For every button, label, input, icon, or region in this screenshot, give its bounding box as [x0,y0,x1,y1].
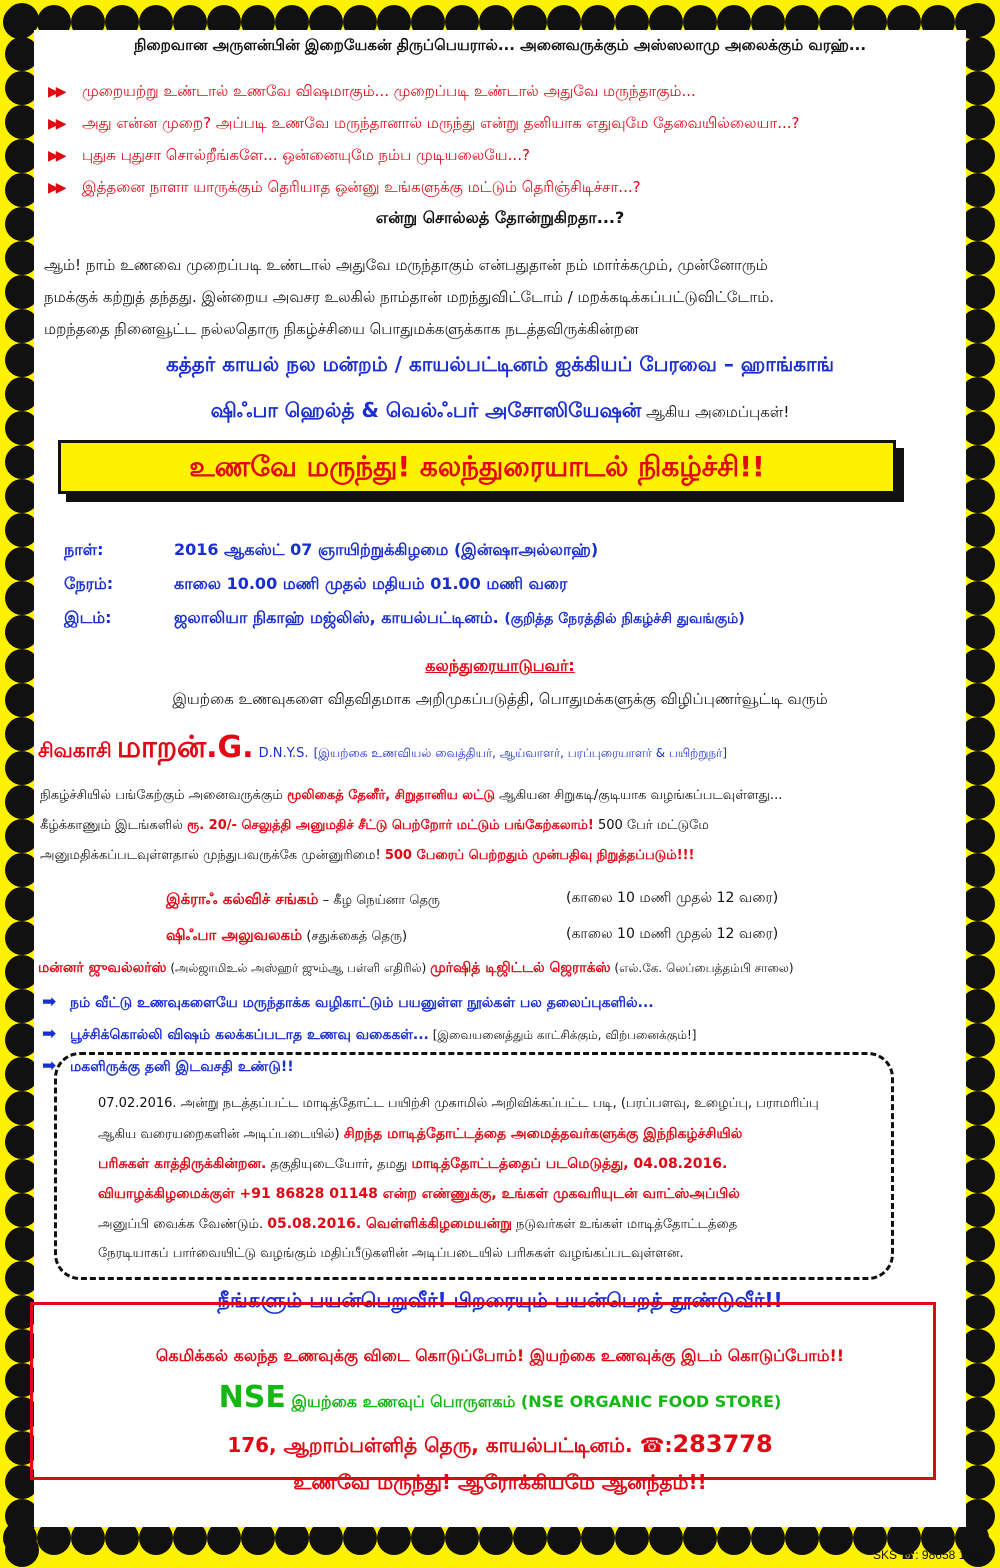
contest-line-4: வியாழக்கிழமைக்குள் +91 86828 01148 என்ற எண்ணுக்கு, உங்கள் முகவரியுடன் வாட்ஸ்அப்பில் [98,1186,740,1202]
question-2: ▶▶ அது என்ன முறை? அப்படி உணவே மருந்தானால் மருந்து என்று தனியாக எதுவுமே தேவையில்லையா...? [48,114,800,132]
outlet-2: ஷிஃபா அலுவலகம் (சதுக்கைத் தெரு) (காலை 10 மணி முதல் 12 வரை) [166,926,779,944]
store-name-line: NSE இயற்கை உணவுப் பொருளகம் (NSE ORGANIC FOOD STORE) [218,1380,782,1415]
question-3: ▶▶ புதுசு புதுசா சொல்றீங்களே... ஒன்னையுமே நம்ப முடியலையே...? [48,146,530,164]
speaker-name-line: சிவகாசி மாறன்.G. D.N.Y.S. [இயற்கை உணவியல் வைத்தியர், ஆய்வாளர், பரப்புரையாளர் & பயிற்றுநர்] [38,730,728,765]
store-tagline: கெமிக்கல் கலந்த உணவுக்கு விடை கொடுப்போம்! இயற்கை உணவுக்கு இடம் கொடுப்போம்!! [155,1346,845,1365]
question-1: ▶▶ முறையற்று உண்டால் உணவே விஷமாகும்... முறைப்படி உண்டால் அதுவே மருந்தாகும்... [48,82,696,100]
feature-1: ➡ நம் வீட்டு உணவுகளையே மருந்தாக்க வழிகாட்டும் பயனுள்ள நூல்கள் பல தலைப்புகளில்... [42,992,654,1012]
contest-line-6: நேரடியாகப் பார்வையிட்டு வழங்கும் மதிப்பீடுகளின் அடிப்படையில் பரிசுகள் வழங்கப்படவுள்ளன. [98,1246,684,1261]
participation-line-3: அனுமதிக்கப்படவுள்ளதால் முந்துபவருக்கே முன்னுரிமை! 500 பேரைப் பெற்றதும் முன்பதிவு நிறுத்தப்படும்!!! [40,848,695,863]
feature-2: ➡ பூச்சிக்கொல்லி விஷம் கலக்கப்படாத உணவு வகைகள்... [இவையனைத்தும் காட்சிக்கும், விற்பனைக்கும்!] [42,1024,697,1044]
double-arrow-icon: ▶▶ [48,116,64,132]
question-4: ▶▶ இத்தனை நாளா யாருக்கும் தெரியாத ஒன்னு உங்களுக்கு மட்டும் தெரிஞ்சிடிச்சா...? [48,178,641,196]
event-banner: உணவே மருந்து! கலந்துரையாடல் நிகழ்ச்சி!! [58,440,896,494]
outlet-3: மன்னர் ஜுவல்லர்ஸ் (அல்ஜாமிஉல் அஸ்ஹர் ஜும்ஆ பள்ளி எதிரில்) முர்ஷித் டிஜிட்டல் ஜெராக்ஸ் (எல்.கே. லெப்பைத்தம்பி சாலை) [38,960,794,976]
contest-line-5: அனுப்பி வைக்க வேண்டும். 05.08.2016. வெள்ளிக்கிழமையன்று நடுவர்கள் உங்கள் மாடித்தோட்டத்தை [98,1216,738,1232]
participation-line-2: கீழ்க்காணும் இடங்களில் ரூ. 20/- செலுத்தி அனுமதிச் சீட்டு பெற்றோர் மட்டும் பங்கேற்கலாம்! 500 பேர் மட்டுமே [40,818,709,833]
outlet-1: இக்ராஃ கல்விச் சங்கம் – கீழ நெய்னா தெரு (காலை 10 மணி முதல் 12 வரை) [166,890,779,908]
organizers-line-1: கத்தர் காயல் நல மன்றம் / காயல்பட்டினம் ஐக்கியப் பேரவை – ஹாங்காங் [165,352,835,376]
organizers-line-2: ஷிஃபா ஹெல்த் & வெல்ஃபர் அசோஸியேஷன் ஆகிய அமைப்புகள்! [210,398,790,422]
question-tail: என்று சொல்லத் தோன்றுகிறதா...? [375,208,625,227]
speaker-heading: கலந்துரையாடுபவர்: [425,656,575,675]
intro-line-3: மறந்ததை நினைவூட்ட நல்லதொரு நிகழ்ச்சியை பொதுமக்களுக்காக நடத்தவிருக்கின்றன [44,320,639,338]
footer-credit: SKS ☎: 98658 19541 [872,1548,992,1562]
arrow-right-icon: ➡ [42,1024,57,1044]
contest-line-1: 07.02.2016. அன்று நடத்தப்பட்ட மாடித்தோட்ட பயிற்சி முகாமில் அறிவிக்கப்பட்ட படி, (பரப்பளவு, உழைப்பு, பராமரிப்பு [98,1096,819,1111]
double-arrow-icon: ▶▶ [48,148,64,164]
event-date: நாள்: 2016 ஆகஸ்ட் 07 ஞாயிற்றுக்கிழமை (இன்ஷாஅல்லாஹ்) [64,540,599,559]
double-arrow-icon: ▶▶ [48,180,64,196]
contest-line-3: பரிசுகள் காத்திருக்கின்றன. தகுதியுடையோர், தமது மாடித்தோட்டத்தைப் படமெடுத்து, 04.08.2016. [98,1156,728,1172]
intro-line-2: நமக்குக் கற்றுத் தந்தது. இன்றைய அவசர உலகில் நாம்தான் மறந்துவிட்டோம் / மறக்கடிக்கப்பட்டுவிட்டோம். [44,288,775,306]
event-place: இடம்: ஜலாலியா நிகாஹ் மஜ்லிஸ், காயல்பட்டினம். (குறித்த நேரத்தில் நிகழ்ச்சி துவங்கும்) [64,608,745,627]
feature-3: ➡ மகளிருக்கு தனி இடவசதி உண்டு!! [42,1056,294,1076]
speaker-intro: இயற்கை உணவுகளை விதவிதமாக அறிமுகப்படுத்தி, பொதுமக்களுக்கு விழிப்புணர்வூட்டி வரும் [172,690,828,708]
phone-icon: ☎: [900,1548,919,1562]
arrow-right-icon: ➡ [42,1056,57,1076]
intro-line-1: ஆம்! நாம் உணவை முறைப்படி உண்டால் அதுவே மருந்தாகும் என்பதுதான் நம் மார்க்கமும், முன்னோரும் [44,256,768,274]
slogan: நீங்களும் பயன்பெறுவீர்! பிறரையும் பயன்பெறத் தூண்டுவீர்!! [217,1288,783,1312]
greeting: நிறைவான அருளன்பின் இறையேகன் திருப்பெயரால்... அனைவருக்கும் அஸ்ஸலாமு அலைக்கும் வரஹ்... [133,36,867,54]
event-time: நேரம்: காலை 10.00 மணி முதல் மதியம் 01.00 மணி வரை [64,574,568,593]
participation-line-1: நிகழ்ச்சியில் பங்கேற்கும் அனைவருக்கும் மூலிகைத் தேனீர், சிறுதானிய லட்டு ஆகியன சிறுகடி/குடியாக வழங்கப்படவுள்ளது... [40,788,783,803]
arrow-right-icon: ➡ [42,992,57,1012]
contest-line-2: ஆகிய வரையறைகளின் அடிப்படையில்) சிறந்த மாடித்தோட்டத்தை அமைத்தவர்களுக்கு இந்நிகழ்ச்சியில் [98,1126,743,1142]
store-address: 176, ஆறாம்பள்ளித் தெரு, காயல்பட்டினம். ☎:283778 [227,1430,773,1458]
store-motto: உணவே மருந்து! ஆரோக்கியமே ஆனந்தம்!! [293,1470,707,1494]
double-arrow-icon: ▶▶ [48,84,64,100]
phone-icon: ☎: [639,1433,673,1457]
